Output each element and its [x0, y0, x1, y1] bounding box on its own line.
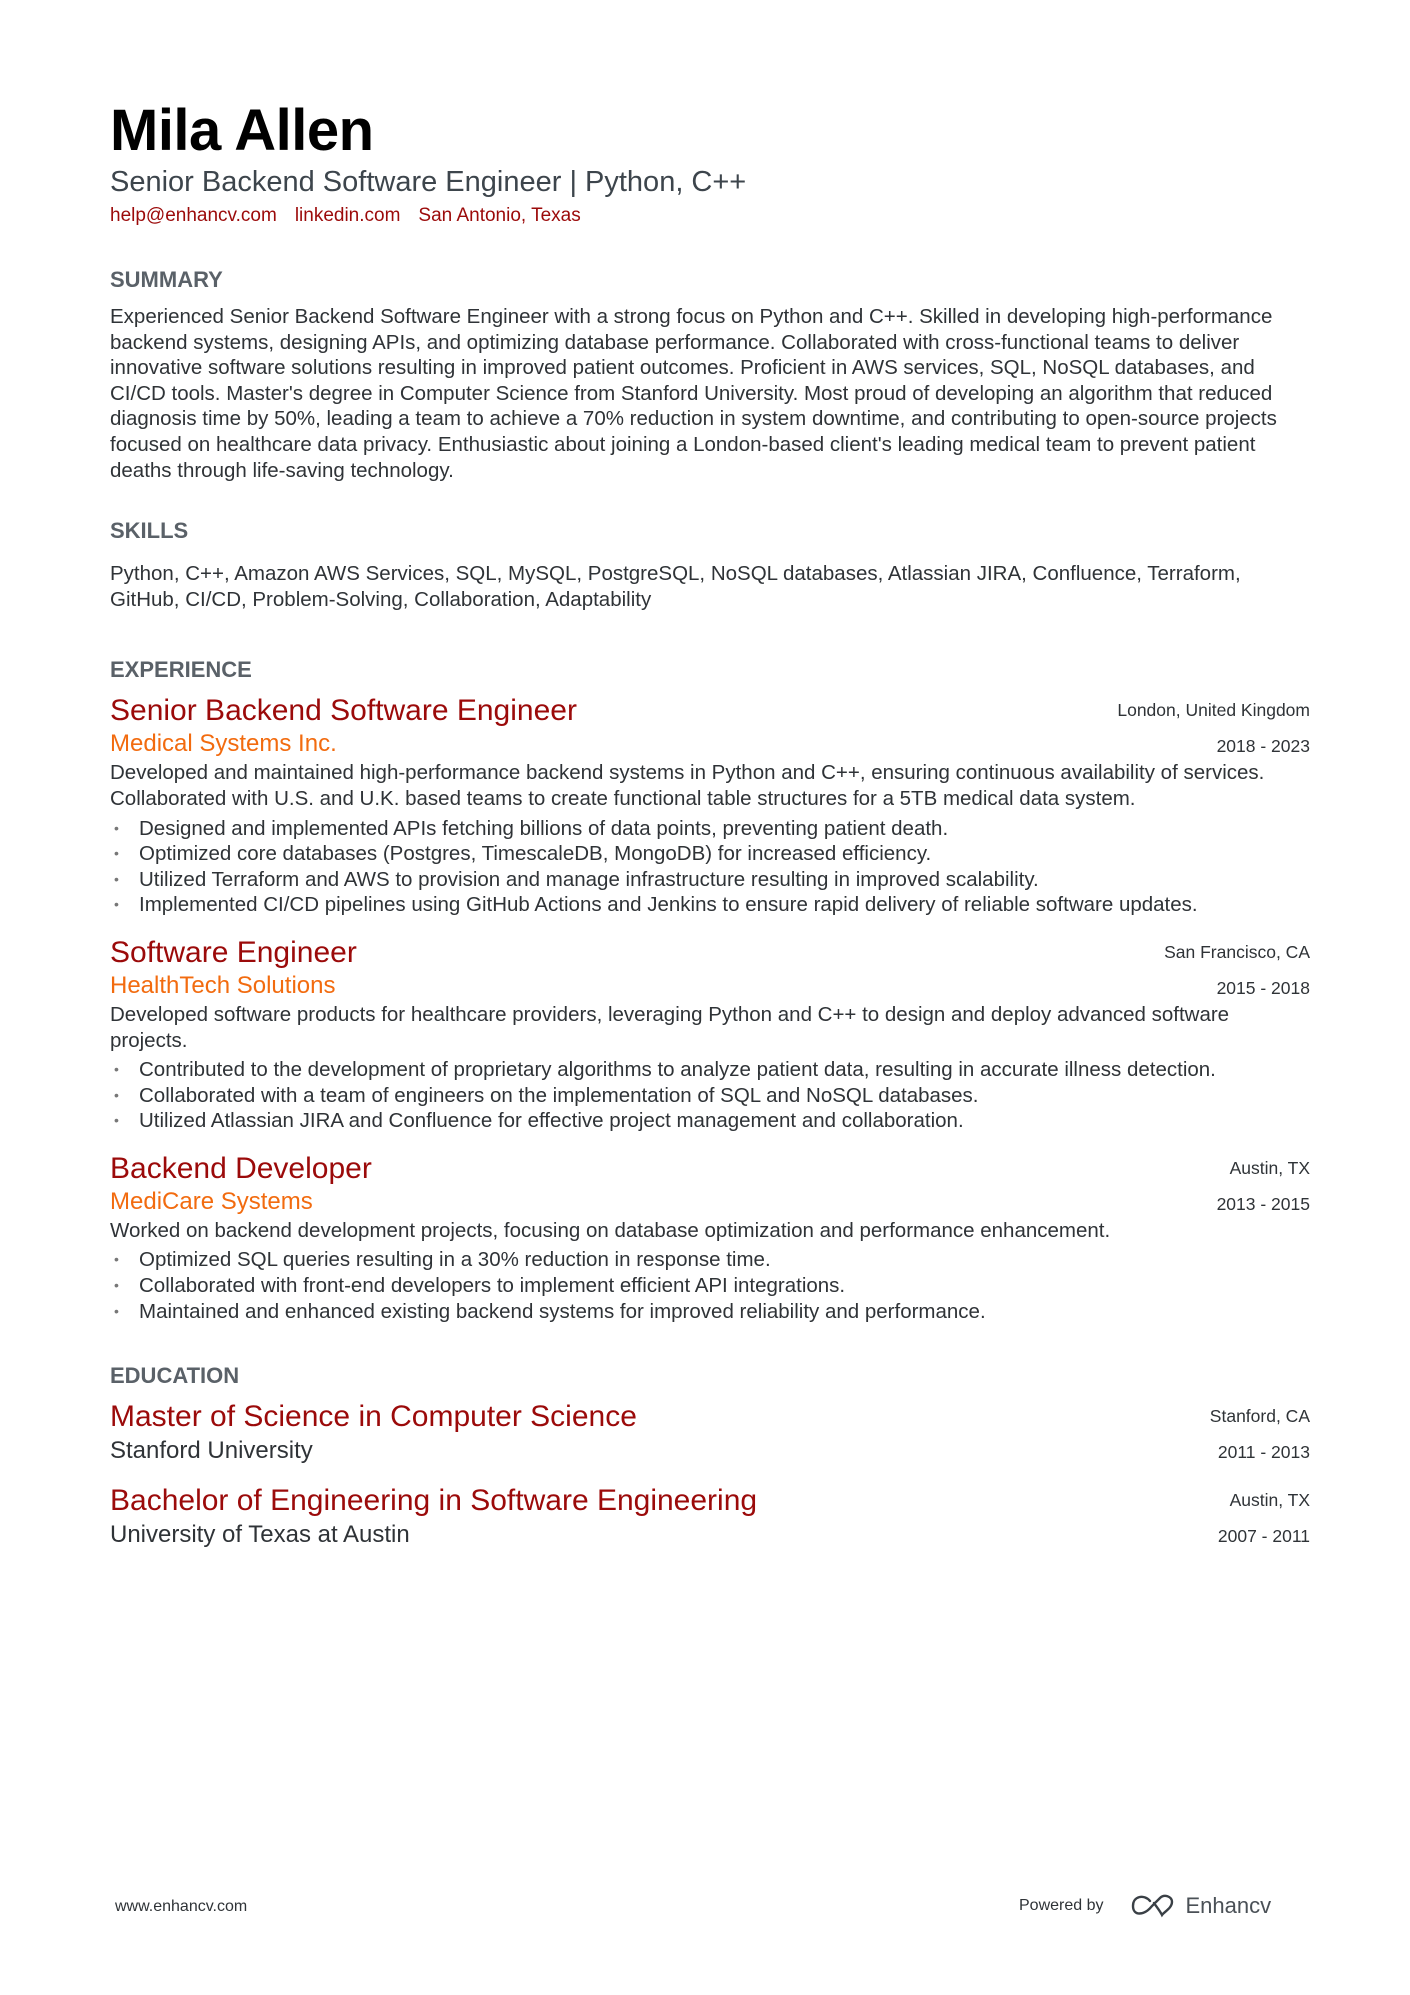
candidate-name: Mila Allen	[110, 98, 374, 163]
bullet-icon: •	[114, 845, 119, 862]
bullet-icon: •	[114, 1086, 119, 1103]
bullet-text: Optimized core databases (Postgres, TimescaleDB, MongoDB) for increased efficiency.	[139, 842, 932, 866]
job-dates: 2018 - 2023	[1216, 736, 1310, 757]
bullet-item	[110, 867, 1310, 893]
degree: Bachelor of Engineering in Software Engineering	[110, 1484, 758, 1518]
location: San Antonio, Texas	[418, 205, 581, 226]
summary-text: Experienced Senior Backend Software Engineer with a strong focus on Python and C++. Skilled in developing high-performance backend systems, designing APIs, and optimizing database performance. Collaborated with cross-functional teams to deliver innovative software solutions resulting in improved patient outcomes. Proficient in AWS services, SQL, NoSQL databases, and CI/CD tools. Master's degree in Computer Science from Stanford University. Most proud of developing an algorithm that reduced diagnosis time by 50%, leading a team to achieve a 70% reduction in system downtime, and contributing to open-source projects focused on healthcare data privacy. Enthusiastic about joining a London-based client's leading medical team to prevent patient deaths through life-saving technology.	[110, 305, 1277, 482]
bullet-icon: •	[114, 1277, 119, 1294]
job-description: Developed software products for healthcare providers, leveraging Python and C++ to design and deploy advanced software projects.	[110, 1002, 1230, 1052]
degree: Master of Science in Computer Science	[110, 1400, 637, 1434]
education-dates: 2011 - 2013	[1217, 1442, 1310, 1463]
job-description: Developed and maintained high-performance backend systems in Python and C++, ensuring continuous availability of services. Collaborated with U.S. and U.K. based teams to create functional table structures for a 5TB medical data system.	[110, 761, 1265, 810]
experience-entry	[110, 692, 1310, 918]
contact-row	[110, 204, 1310, 228]
job-bullets	[110, 1057, 1310, 1134]
candidate-title: Senior Backend Software Engineer | Python, C++	[110, 166, 747, 198]
job-description: Worked on backend development projects, focusing on database optimization and performance enhancement.	[110, 1218, 1111, 1242]
bullet-item	[110, 841, 1310, 867]
email-link[interactable]: help@enhancv.com	[110, 205, 277, 226]
bullet-item	[110, 1247, 1310, 1273]
bullet-text: Collaborated with a team of engineers on the implementation of SQL and NoSQL databases.	[139, 1083, 979, 1107]
job-meta	[1217, 1150, 1310, 1222]
brand-name: Enhancv	[1185, 1893, 1272, 1918]
job-bullets	[110, 1247, 1310, 1324]
bullet-text: Contributed to the development of proprietary algorithms to analyze patient data, resulting in accurate illness detection.	[139, 1058, 1216, 1082]
job-location: Austin, TX	[1229, 1157, 1310, 1178]
job-meta	[1117, 692, 1310, 764]
education-location: Austin, TX	[1229, 1490, 1310, 1511]
company-name: HealthTech Solutions	[110, 971, 336, 999]
skills-text: Python, C++, Amazon AWS Services, SQL, MySQL, PostgreSQL, NoSQL databases, Atlassian JIRA, Confluence, Terraform, GitHub, CI/CD, Problem-Solving, Collaboration, Adaptability	[110, 562, 1241, 611]
skills-heading: SKILLS	[110, 518, 189, 544]
job-bullets	[110, 816, 1310, 918]
bullet-item	[110, 892, 1310, 918]
bullet-item	[110, 1083, 1310, 1109]
resume	[110, 96, 1310, 1550]
bullet-text: Utilized Atlassian JIRA and Confluence for effective project management and collaboration.	[139, 1109, 964, 1133]
linkedin-link[interactable]: linkedin.com	[294, 205, 401, 226]
education-meta	[1210, 1398, 1310, 1470]
bullet-item	[110, 816, 1310, 842]
job-dates: 2015 - 2018	[1216, 977, 1310, 998]
job-title: Backend Developer	[110, 1151, 372, 1185]
bullet-icon: •	[114, 1061, 119, 1078]
school-name: University of Texas at Austin	[110, 1521, 410, 1549]
experience-entry	[110, 1150, 1310, 1324]
job-title: Senior Backend Software Engineer	[110, 694, 577, 728]
bullet-icon: •	[114, 1112, 119, 1129]
bullet-icon: •	[114, 1251, 119, 1268]
experience-entry	[110, 934, 1310, 1134]
company-name: MediCare Systems	[110, 1187, 313, 1215]
school-name: Stanford University	[110, 1437, 313, 1465]
job-location: London, United Kingdom	[1117, 700, 1310, 721]
job-title: Software Engineer	[110, 935, 357, 969]
bullet-text: Maintained and enhanced existing backend systems for improved reliability and performance.	[139, 1299, 986, 1323]
bullet-item	[110, 1299, 1310, 1325]
bullet-text: Utilized Terraform and AWS to provision and manage infrastructure resulting in improved scalability.	[139, 867, 1039, 891]
enhancv-logo[interactable]	[1130, 1893, 1272, 1919]
experience-heading: EXPERIENCE	[110, 657, 252, 683]
powered-by-label: Powered by	[1019, 1897, 1104, 1914]
education-meta	[1218, 1482, 1310, 1554]
job-dates: 2013 - 2015	[1216, 1193, 1310, 1214]
bullet-text: Designed and implemented APIs fetching billions of data points, preventing patient death.	[139, 816, 949, 840]
bullet-text: Implemented CI/CD pipelines using GitHub Actions and Jenkins to ensure rapid delivery of reliable software updates.	[139, 893, 1198, 917]
footer-website[interactable]: www.enhancv.com	[115, 1898, 248, 1915]
summary-heading: SUMMARY	[110, 267, 223, 292]
bullet-icon: •	[114, 896, 119, 913]
bullet-icon: •	[114, 870, 119, 887]
enhancv-logo-icon	[1130, 1894, 1176, 1918]
education-dates: 2007 - 2011	[1217, 1526, 1310, 1547]
job-meta	[1164, 934, 1310, 1006]
bullet-item	[110, 1273, 1310, 1299]
bullet-text: Optimized SQL queries resulting in a 30% reduction in response time.	[139, 1248, 771, 1272]
education-location: Stanford, CA	[1209, 1406, 1310, 1427]
job-location: San Francisco, CA	[1164, 941, 1310, 962]
bullet-text: Collaborated with front-end developers to implement efficient API integrations.	[139, 1274, 846, 1298]
bullet-icon: •	[114, 1302, 119, 1319]
company-name: Medical Systems Inc.	[110, 730, 337, 758]
footer-powered	[1019, 1893, 1271, 1919]
bullet-item	[110, 1108, 1310, 1134]
bullet-item	[110, 1057, 1310, 1083]
education-entry	[110, 1482, 1310, 1550]
education-heading: EDUCATION	[110, 1363, 240, 1389]
bullet-icon: •	[114, 819, 119, 836]
education-entry	[110, 1398, 1310, 1466]
